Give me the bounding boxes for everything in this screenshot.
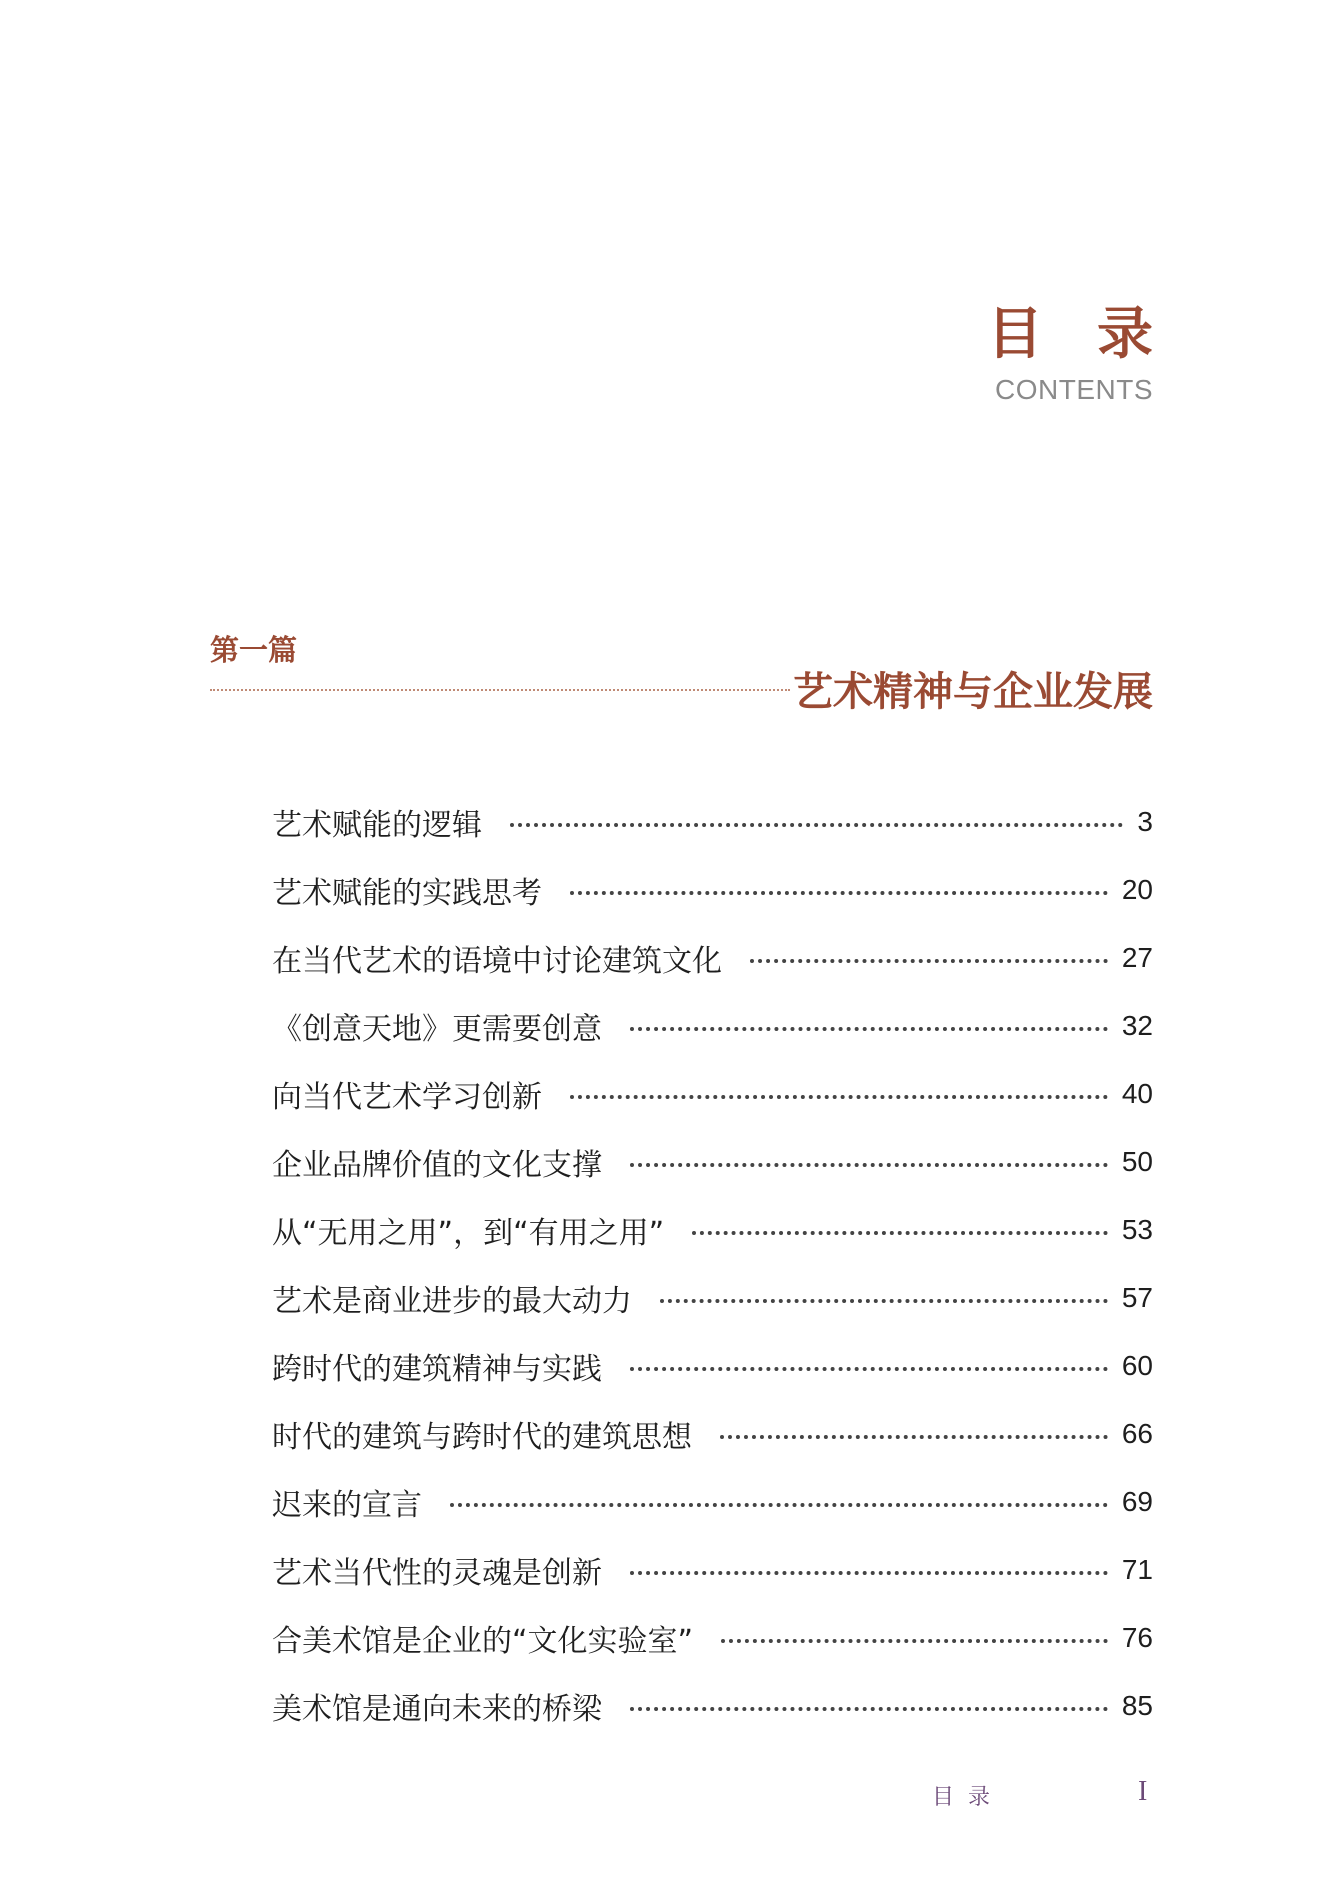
toc-entry-title: 从“无用之用”，到“有用之用” [272, 1216, 665, 1251]
toc-entry-title: 艺术当代性的灵魂是创新 [272, 1556, 602, 1591]
folio-page-number: I [1138, 1776, 1148, 1807]
toc-entry-title: 艺术赋能的逻辑 [272, 808, 482, 843]
toc-dot-leader [692, 1231, 1108, 1235]
toc-dot-leader [660, 1299, 1108, 1303]
toc-entry[interactable] [272, 1332, 1153, 1400]
toc-entry[interactable] [272, 1264, 1153, 1332]
toc-entry-title: 时代的建筑与跨时代的建筑思想 [272, 1420, 692, 1455]
toc-entry[interactable] [272, 924, 1153, 992]
toc-entry-page: 40 [1121, 1078, 1153, 1109]
toc-dot-leader [630, 1163, 1108, 1167]
toc-entry-page: 20 [1121, 874, 1153, 905]
toc-dot-leader [510, 823, 1123, 827]
page-title: 目录 [987, 301, 1207, 367]
toc-entry-title: 合美术馆是企业的“文化实验室” [272, 1624, 694, 1659]
title-block [987, 300, 1207, 406]
part-title: 艺术精神与企业发展 [793, 668, 1153, 715]
toc-dot-leader [450, 1503, 1108, 1507]
toc-entry[interactable] [272, 856, 1153, 924]
toc-dot-leader [750, 959, 1108, 963]
toc-dot-leader [570, 1095, 1108, 1099]
toc-entry-page: 69 [1121, 1486, 1153, 1517]
toc-dot-leader [630, 1571, 1108, 1575]
toc-entry-page: 3 [1137, 806, 1153, 837]
toc-entry[interactable] [272, 1536, 1153, 1604]
toc-entry[interactable] [272, 1196, 1153, 1264]
toc-entry-page: 71 [1121, 1554, 1153, 1585]
toc-dot-leader [570, 891, 1108, 895]
toc-dot-leader [630, 1367, 1108, 1371]
part-divider [210, 689, 790, 691]
toc-entry-title: 《创意天地》更需要创意 [272, 1012, 602, 1047]
toc-entry-title: 艺术是商业进步的最大动力 [272, 1284, 632, 1319]
toc-entry[interactable] [272, 1060, 1153, 1128]
running-footer-label: 目录 [932, 1785, 1005, 1810]
toc-entry-page: 32 [1121, 1010, 1153, 1041]
toc-entry-title: 跨时代的建筑精神与实践 [272, 1352, 602, 1387]
toc-entry[interactable] [272, 992, 1153, 1060]
toc-entry-title: 在当代艺术的语境中讨论建筑文化 [272, 944, 722, 979]
toc-entry-page: 60 [1121, 1350, 1153, 1381]
toc-entry[interactable] [272, 788, 1153, 856]
toc-entry-title: 迟来的宣言 [272, 1488, 422, 1523]
toc-entry[interactable] [272, 1468, 1153, 1536]
toc-entry[interactable] [272, 1400, 1153, 1468]
part-label: 第一篇 [210, 633, 298, 667]
toc-entry-page: 53 [1121, 1214, 1153, 1245]
toc-entry-page: 27 [1121, 942, 1153, 973]
toc-entry[interactable] [272, 1672, 1153, 1740]
toc-entry-page: 57 [1121, 1282, 1153, 1313]
toc-dot-leader [630, 1707, 1108, 1711]
toc-dot-leader [720, 1435, 1108, 1439]
toc-dot-leader [721, 1639, 1108, 1643]
toc-entry-page: 50 [1121, 1146, 1153, 1177]
toc-entry-title: 艺术赋能的实践思考 [272, 876, 542, 911]
page-subtitle: CONTENTS [995, 374, 1153, 405]
toc-entry-title: 美术馆是通向未来的桥梁 [272, 1692, 602, 1727]
toc-entry-title: 向当代艺术学习创新 [272, 1080, 542, 1115]
toc-list [272, 788, 1153, 1740]
toc-entry-page: 66 [1121, 1418, 1153, 1449]
toc-entry-page: 76 [1121, 1622, 1153, 1653]
toc-entry-title: 企业品牌价值的文化支撑 [272, 1148, 602, 1183]
toc-entry[interactable] [272, 1604, 1153, 1672]
toc-entry[interactable] [272, 1128, 1153, 1196]
toc-dot-leader [630, 1027, 1108, 1031]
toc-entry-page: 85 [1121, 1690, 1153, 1721]
